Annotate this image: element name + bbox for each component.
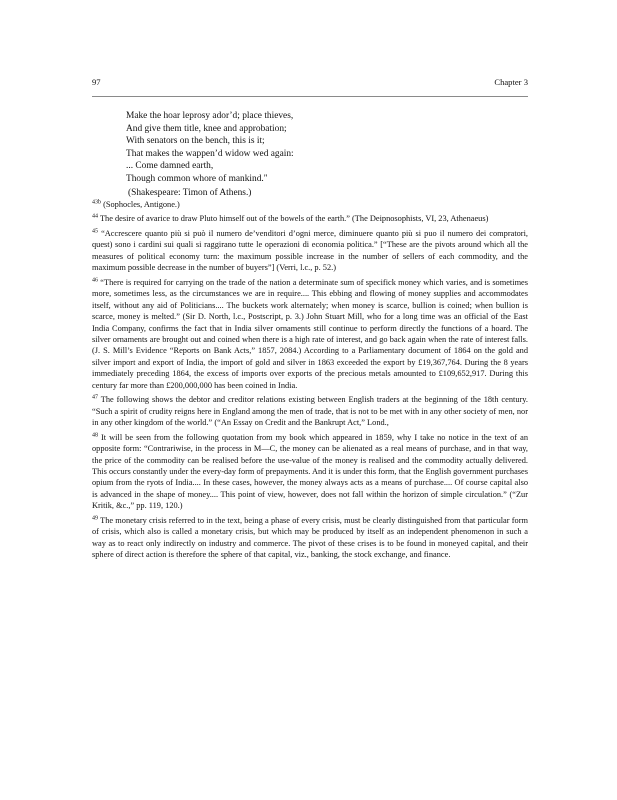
footnote-text: It will be seen from the following quotation from my book which appeared in 1859, why I take no notice in the text of an opposite form: “Contrariwise, in the process in M—C, the money can be alienated as a real means of purchase, and in that way, the price of the commodity can be realised before the use-value of the money is realised and the commodity actually delivered. This occurs constantly under the every-day form of prepayments. And it is under this form, that the English government purchases opium from the ryots of India.... In these cases, however, the money always acts as a means of purchase.... Of course capital also is advanced in the shape of money.... This point of view, however, does not fall within the horizon of simple circulation.” (“Zur Kritik, &c.,” pp. 119, 120.): [92, 432, 528, 511]
footnotes: [92, 199, 528, 564]
footnote-text: The monetary crisis referred to in the text, being a phase of every crisis, must be clearly distinguished from that particular form of crisis, which also is called a monetary crisis, but which may be produced by itself as an independent phenomenon in such a way as to react only indirectly on industry and commerce. The pivot of these crises is to be found in moneyed capital, and their sphere of direct action is therefore the sphere of that capital, viz., banking, the stock exchange, and finance.: [92, 515, 528, 560]
poem-line: Make the hoar leprosy ador’d; place thieves,: [126, 111, 294, 121]
poem-line: And give them title, knee and approbation;: [126, 123, 287, 134]
running-header: [92, 76, 528, 88]
footnote-text: (Sophocles, Antigone.): [103, 200, 180, 209]
footnote-marker: 49: [92, 515, 98, 522]
footnote-text: “There is required for carrying on the trade of the nation a determinate sum of specifick money which varies, and is sometimes more, sometimes less, as the circumstances we are in require.... This ebbing and flowing of money supplies and accommodates itself, without any aid of Politicians.... The buckets work alternately; when money is scarce, bullion is coined; when bullion is scarce, money is melted.” (Sir D. North, l.c., Postscript, p. 3.) John Stuart Mill, who for a long time was an official of the East India Company, confirms the fact that in India silver ornaments still continue to perform directly the functions of a hoard. The silver ornaments are brought out and coined when there is a high rate of interest, and go back again when the rate of interest falls. (J. S. Mill’s Evidence “Reports on Bank Acts,” 1857, 2084.) According to a Parliamentary document of 1864 on the gold and silver import and export of India, the import of gold and silver in 1863 exceeded the export by £19,367,764. During the 8 years immediately preceding 1864, the excess of imports over exports of the precious metals amounted to £109,652,917. During this century far more than £200,000,000 has been coined in India.: [92, 277, 529, 390]
footnote-text: “Accrescere quanto più si può il numero de’venditori d’ogni merce, diminuere quanto più si puo il numero dei compratori, quest) sono i cardini sui quali si raggirano tutte le operazioni di economia politica.” [“These are the pivots around which all the measures of political economy turn: the maximum possible increase in the number of sellers of each commodity, and the maximum possible decrease in the number of buyers”] (Verri, l.c., p. 52.): [92, 228, 528, 273]
footnote-48: [92, 432, 528, 512]
poem-quotation: [126, 110, 528, 200]
poem-line: Though common whore of mankind.": [126, 173, 268, 184]
footnote-text: The following shows the debtor and creditor relations existing between English traders at the beginning of the 18th century. “Such a spirit of crudity reigns here in England among the men of trade, that is not to be met with in any other society of men, nor in any other kingdom of the world.” (“An Essay on Credit and the Bankrupt Act,” Lond.,: [92, 395, 528, 428]
chapter-title: Chapter 3: [494, 77, 528, 87]
poem-line: ... Come damned earth,: [126, 161, 214, 171]
footnote-marker: 43b: [92, 199, 101, 206]
header-rule: [92, 96, 528, 97]
footnote-text: The desire of avarice to draw Pluto himself out of the bowels of the earth.” (The Deipnosophists, VI, 23, Athenaeus): [99, 214, 489, 224]
page-number: 97: [92, 77, 101, 87]
footnote-43b: [92, 199, 528, 210]
footnote-marker: 44: [92, 213, 98, 220]
footnote-44: [92, 213, 528, 224]
poem-line: With senators on the bench, this is it;: [126, 136, 265, 146]
footnote-marker: 48: [92, 432, 98, 439]
footnote-marker: 46: [92, 277, 98, 284]
footnote-marker: 47: [92, 394, 98, 401]
footnote-45: [92, 228, 528, 274]
poem-line: That makes the wappen’d widow wed again:: [126, 148, 294, 159]
poem-attribution: (Shakespeare: Timon of Athens.): [128, 188, 252, 198]
footnote-46: [92, 277, 528, 392]
footnote-47: [92, 394, 528, 428]
footnote-49: [92, 515, 528, 561]
footnote-marker: 45: [92, 228, 98, 235]
